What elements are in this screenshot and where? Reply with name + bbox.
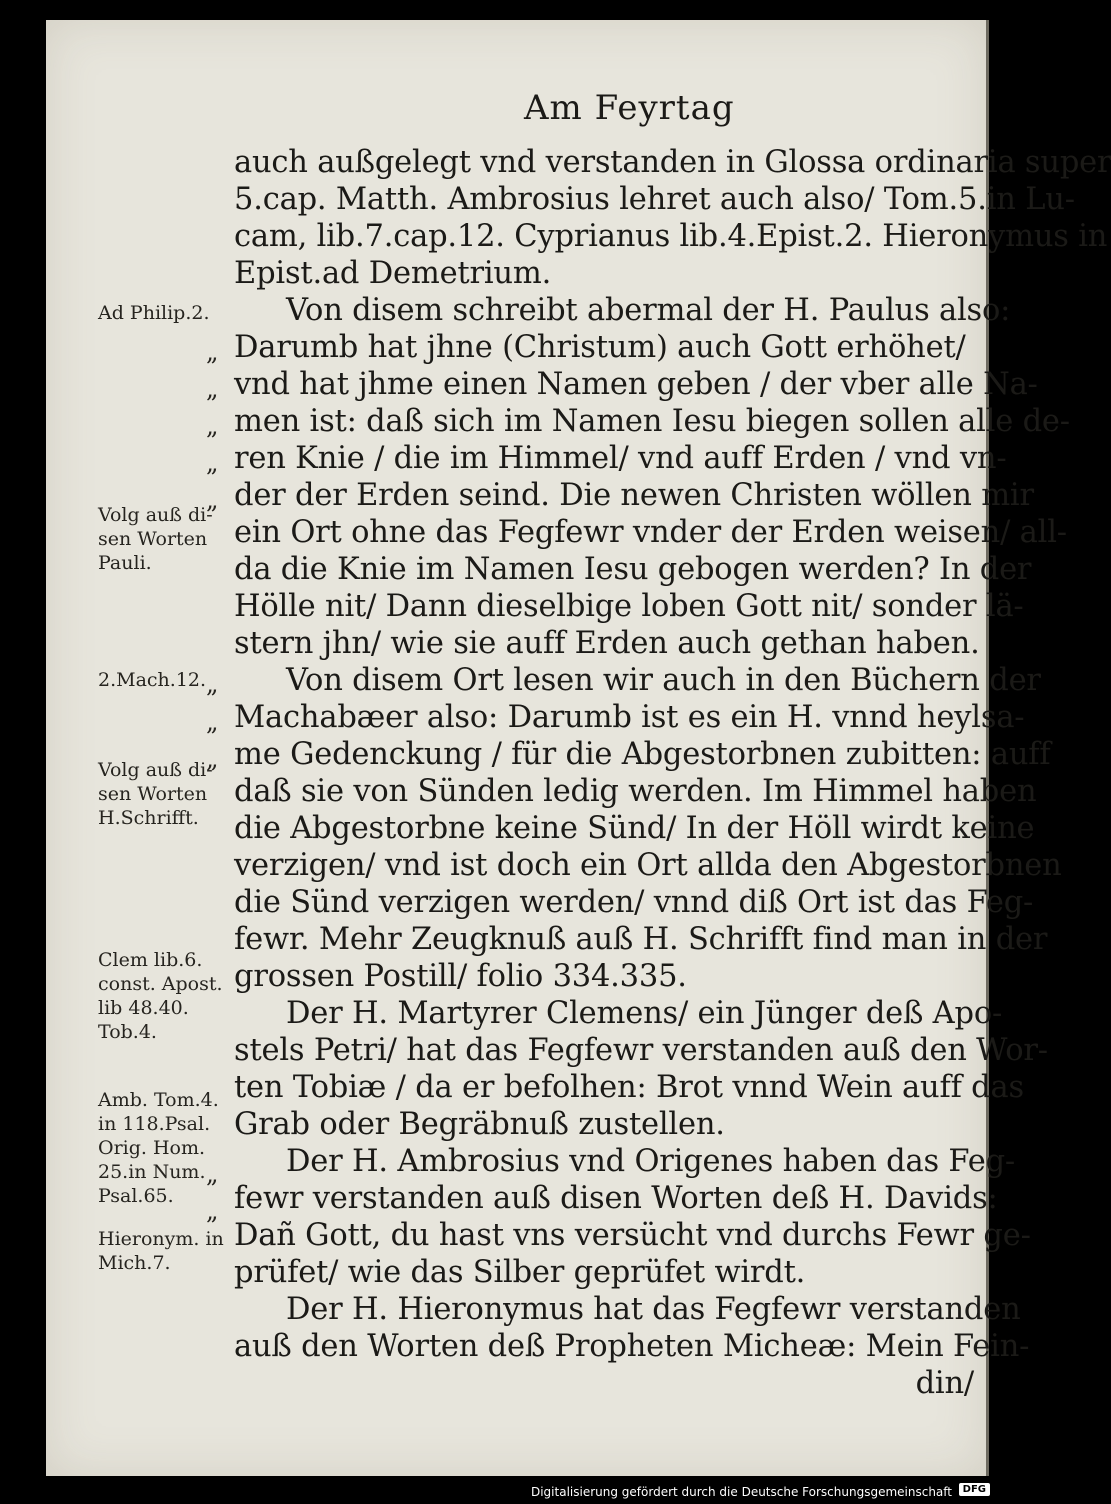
text-line: din/ — [915, 1366, 974, 1401]
funding-credit: Digitalisierung gefördert durch die Deutsche Forschungsgemeinschaft — [530, 1485, 952, 1499]
text-line: ten Tobiæ / da er befolhen: Brot vnnd Wein auff das — [234, 1070, 1024, 1105]
text-line: da die Knie im Namen Iesu gebogen werden? In der — [234, 552, 1032, 587]
quote-mark: „ — [206, 745, 219, 773]
text-line: ren Knie / die im Himmel/ vnd auff Erden / vnd vn- — [234, 441, 1007, 476]
margin-note: Volg auß di- sen Worten Pauli. — [98, 504, 213, 574]
text-line: Grab oder Begräbnuß zustellen. — [234, 1107, 725, 1142]
text-line: verzigen/ vnd ist doch ein Ort allda den Abgestorbnen — [234, 848, 1062, 883]
book-page — [46, 20, 1111, 1476]
quote-mark: „ — [206, 375, 219, 403]
text-line: auch außgelegt vnd verstanden in Glossa ordinaria super — [234, 145, 1111, 180]
margin-note: Ad Philip.2. — [98, 302, 210, 324]
text-line: die Sünd verzigen werden/ vnnd diß Ort ist das Feg- — [234, 885, 1034, 920]
text-line: Der H. Martyrer Clemens/ ein Jünger deß Apo- — [286, 996, 1003, 1031]
text-line: Machabæer also: Darumb ist es ein H. vnnd heylsa- — [234, 700, 1025, 735]
text-line: Von disem schreibt abermal der H. Paulus also: — [286, 293, 1011, 328]
text-line: vnd hat jhme einen Namen geben / der vber alle Na- — [234, 367, 1038, 402]
text-line: Der H. Ambrosius vnd Origenes haben das Feg- — [286, 1144, 1015, 1179]
text-line: prüfet/ wie das Silber geprüfet wirdt. — [234, 1255, 806, 1290]
text-line: ein Ort ohne das Fegfewr vnder der Erden weisen/ all- — [234, 515, 1067, 550]
margin-note: Hieronym. in Mich.7. — [98, 1228, 224, 1274]
quote-mark: „ — [206, 338, 219, 366]
quote-mark: „ — [206, 486, 219, 514]
text-line: cam, lib.7.cap.12. Cyprianus lib.4.Epist.2. Hieronymus in — [234, 219, 1108, 254]
margin-note: Clem lib.6. const. Apost. lib 48.40. Tob.4. — [98, 949, 223, 1043]
text-line: grossen Postill/ folio 334.335. — [234, 959, 687, 994]
text-line: fewr. Mehr Zeugknuß auß H. Schrifft find man in der — [234, 922, 1048, 957]
text-line: Darumb hat jhne (Christum) auch Gott erhöhet/ — [234, 330, 966, 365]
text-line: daß sie von Sünden ledig werden. Im Himmel haben — [234, 774, 1037, 809]
text-line: 5.cap. Matth. Ambrosius lehret auch also/ Tom.5.in Lu- — [234, 182, 1075, 217]
quote-mark: „ — [206, 412, 219, 440]
text-line: Epist.ad Demetrium. — [234, 256, 552, 291]
quote-mark: „ — [206, 708, 219, 736]
dfg-logo: DFG — [959, 1483, 990, 1496]
margin-note: Volg auß di- sen Worten H.Schrifft. — [98, 759, 213, 829]
footer-bar — [0, 1478, 1000, 1504]
text-line: Hölle nit/ Dann dieselbige loben Gott nit/ sonder lä- — [234, 589, 1024, 624]
text-line: men ist: daß sich im Namen Iesu biegen sollen alle de- — [234, 404, 1070, 439]
quote-mark: „ — [206, 1160, 219, 1188]
text-line: der der Erden seind. Die newen Christen wöllen mir — [234, 478, 1034, 513]
margin-note: Amb. Tom.4. in 118.Psal. Orig. Hom. 25.in Num. Psal.65. — [98, 1089, 219, 1207]
quote-mark: „ — [206, 670, 219, 698]
text-line: stels Petri/ hat das Fegfewr verstanden auß den Wor- — [234, 1033, 1048, 1068]
quote-mark: „ — [206, 1197, 219, 1225]
quote-mark: „ — [206, 449, 219, 477]
text-line: Von disem Ort lesen wir auch in den Büchern der — [286, 663, 1041, 698]
text-line: Dañ Gott, du hast vns versücht vnd durchs Fewr ge- — [234, 1218, 1031, 1253]
running-head: Am Feyrtag — [524, 88, 735, 128]
text-line: Der H. Hieronymus hat das Fegfewr verstanden — [286, 1292, 1021, 1327]
text-line: auß den Worten deß Propheten Micheæ: Mein Fein- — [234, 1329, 1030, 1364]
text-line: die Abgestorbne keine Sünd/ In der Höll wirdt keine — [234, 811, 1035, 846]
text-line: fewr verstanden auß disen Worten deß H. Davids: — [234, 1181, 998, 1216]
text-line: me Gedenckung / für die Abgestorbnen zubitten: auff — [234, 737, 1051, 772]
margin-note: 2.Mach.12. — [98, 669, 207, 691]
text-line: stern jhn/ wie sie auff Erden auch gethan haben. — [234, 626, 980, 661]
